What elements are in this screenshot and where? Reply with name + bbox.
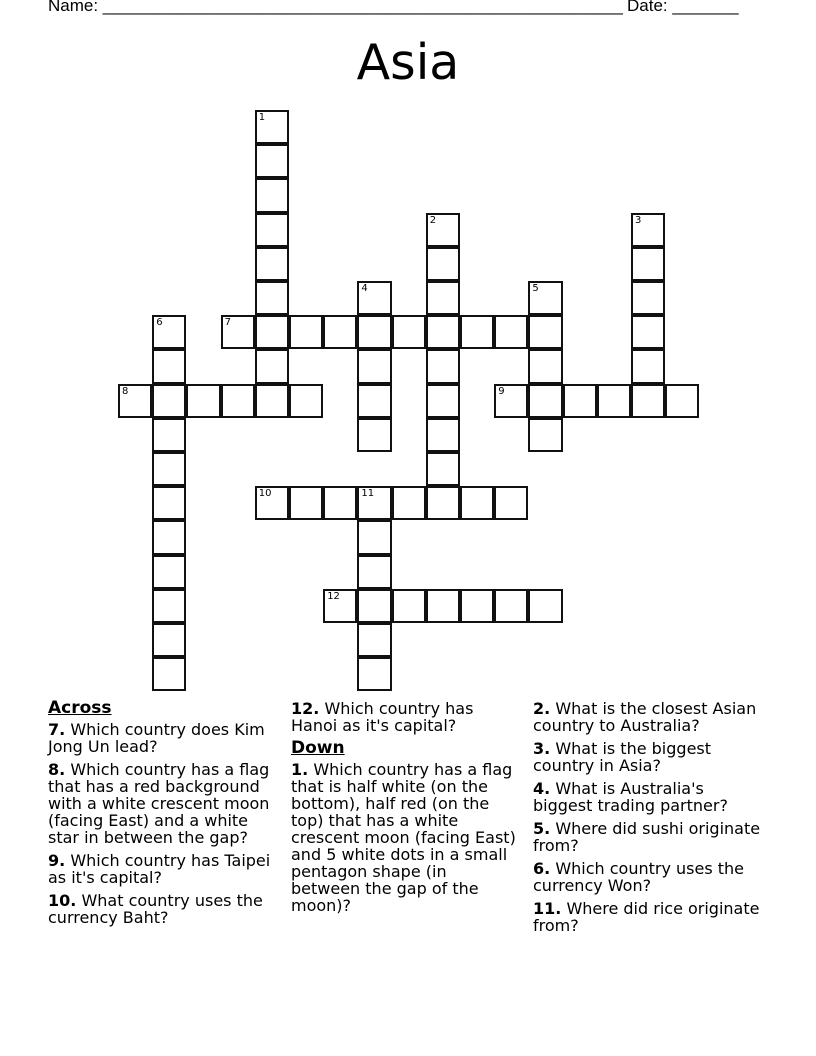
crossword-cell[interactable] — [357, 623, 391, 657]
crossword-cell[interactable] — [118, 384, 152, 418]
crossword-cell[interactable] — [392, 589, 426, 623]
crossword-cell[interactable] — [255, 315, 289, 349]
crossword-cell[interactable] — [597, 384, 631, 418]
crossword-cell[interactable] — [152, 589, 186, 623]
cell-number: 12 — [327, 590, 340, 602]
crossword-cell[interactable] — [426, 315, 460, 349]
clue-across-7: 7. Which country does Kim Jong Un lead? — [48, 720, 265, 756]
crossword-cell[interactable] — [152, 657, 186, 691]
crossword-cell[interactable] — [152, 452, 186, 486]
crossword-cell[interactable] — [528, 315, 562, 349]
crossword-cell[interactable] — [426, 384, 460, 418]
crossword-cell[interactable] — [392, 315, 426, 349]
crossword-cell[interactable] — [152, 520, 186, 554]
crossword-cell[interactable] — [357, 384, 391, 418]
crossword-cell[interactable] — [255, 178, 289, 212]
crossword-cell[interactable] — [357, 520, 391, 554]
crossword-cell[interactable] — [357, 418, 391, 452]
crossword-cell[interactable] — [392, 486, 426, 520]
crossword-cell[interactable] — [357, 349, 391, 383]
cell-number: 8 — [122, 385, 129, 397]
crossword-cell[interactable] — [631, 247, 665, 281]
clue-column-1 — [48, 700, 273, 932]
crossword-cell[interactable] — [152, 349, 186, 383]
clue-down-11: 11. Where did rice originate from? — [533, 899, 760, 935]
crossword-cell[interactable] — [255, 486, 289, 520]
crossword-cell[interactable] — [152, 623, 186, 657]
crossword-cell[interactable] — [255, 213, 289, 247]
cell-number: 3 — [635, 214, 642, 226]
puzzle-title: Asia — [356, 34, 460, 91]
crossword-cell[interactable] — [528, 589, 562, 623]
crossword-cell[interactable] — [357, 281, 391, 315]
crossword-cell[interactable] — [323, 486, 357, 520]
cell-number: 10 — [258, 488, 272, 500]
crossword-cell[interactable] — [289, 315, 323, 349]
crossword-cell[interactable] — [494, 384, 528, 418]
crossword-cell[interactable] — [152, 486, 186, 520]
crossword-cell[interactable] — [255, 281, 289, 315]
crossword-cell[interactable] — [289, 384, 323, 418]
crossword-cell[interactable] — [152, 418, 186, 452]
cell-number: 7 — [224, 317, 231, 329]
cell-number: 5 — [532, 283, 539, 294]
cell-number: 4 — [361, 283, 368, 294]
crossword-cell[interactable] — [186, 384, 220, 418]
crossword-cell[interactable] — [563, 384, 597, 418]
crossword-cell[interactable] — [426, 418, 460, 452]
crossword-cell[interactable] — [494, 315, 528, 349]
crossword-cell[interactable] — [357, 315, 391, 349]
crossword-cell[interactable] — [357, 589, 391, 623]
crossword-cell[interactable] — [221, 384, 255, 418]
crossword-cell[interactable] — [357, 657, 391, 691]
clue-down-6: 6. Which country uses the currency Won? — [533, 859, 745, 895]
cell-number: 1 — [258, 112, 266, 123]
clue-across-10: 10. What country uses the currency Baht? — [48, 891, 263, 927]
crossword-cell[interactable] — [631, 281, 665, 315]
date-field-label: Date: _______ — [627, 0, 739, 15]
crossword-cell[interactable] — [426, 213, 460, 247]
clue-across-9: 9. Which country has Taipei as it's capital? — [48, 851, 271, 887]
clue-down-5: 5. Where did sushi originate from? — [533, 819, 761, 855]
crossword-cell[interactable] — [631, 315, 665, 349]
crossword-cell[interactable] — [255, 349, 289, 383]
cell-number: 2 — [429, 214, 437, 226]
crossword-cell[interactable] — [426, 486, 460, 520]
clue-down-2: 2. What is the closest Asian country to Australia? — [533, 699, 757, 735]
crossword-cell[interactable] — [357, 555, 391, 589]
crossword-cell[interactable] — [289, 486, 323, 520]
crossword-cell[interactable] — [460, 315, 494, 349]
crossword-cell[interactable] — [528, 384, 562, 418]
across-heading: Across — [48, 698, 112, 718]
crossword-cell[interactable] — [460, 486, 494, 520]
name-field-label: Name: _______________________________________________________ — [48, 0, 623, 15]
crossword-cell[interactable] — [152, 555, 186, 589]
cell-number: 6 — [156, 317, 163, 329]
crossword-cell[interactable] — [152, 315, 186, 349]
crossword-cell[interactable] — [255, 247, 289, 281]
crossword-cell[interactable] — [528, 418, 562, 452]
crossword-cell[interactable] — [494, 589, 528, 623]
crossword-cell[interactable] — [323, 589, 357, 623]
crossword-cell[interactable] — [631, 384, 665, 418]
crossword-cell[interactable] — [255, 384, 289, 418]
crossword-cell[interactable] — [665, 384, 699, 418]
cell-number: 9 — [498, 385, 505, 397]
crossword-cell[interactable] — [528, 349, 562, 383]
crossword-cell[interactable] — [221, 315, 255, 349]
crossword-cell[interactable] — [255, 110, 289, 144]
clue-column-3 — [533, 700, 763, 940]
crossword-cell[interactable] — [426, 247, 460, 281]
cell-number: 11 — [361, 488, 375, 500]
down-heading: Down — [291, 738, 345, 758]
crossword-cell[interactable] — [631, 213, 665, 247]
clue-across-8: 8. Which country has a flag that has a red background with a white crescent moon (facing East) and a white star in between the gap? — [48, 760, 270, 847]
crossword-cell[interactable] — [255, 144, 289, 178]
crossword-cell[interactable] — [357, 486, 391, 520]
crossword-cell[interactable] — [460, 589, 494, 623]
clue-column-2 — [291, 700, 516, 920]
clue-down-4: 4. What is Australia's biggest trading partner? — [533, 779, 728, 815]
clue-down-1: 1. Which country has a flag that is half white (on the bottom), half red (on the top) that has a white crescent moon (facing East) and 5 white dots in a small pentagon shape (in between the gap of the moon)? — [291, 760, 516, 915]
crossword-cell[interactable] — [323, 315, 357, 349]
clue-across-12: 12. Which country has Hanoi as it's capital? — [291, 699, 474, 735]
crossword-cell[interactable] — [528, 281, 562, 315]
crossword-cell[interactable] — [426, 281, 460, 315]
crossword-cell[interactable] — [631, 349, 665, 383]
crossword-cell[interactable] — [494, 486, 528, 520]
crossword-cell[interactable] — [426, 589, 460, 623]
crossword-cell[interactable] — [426, 349, 460, 383]
crossword-cell[interactable] — [426, 452, 460, 486]
clue-down-3: 3. What is the biggest country in Asia? — [533, 739, 712, 775]
crossword-cell[interactable] — [152, 384, 186, 418]
